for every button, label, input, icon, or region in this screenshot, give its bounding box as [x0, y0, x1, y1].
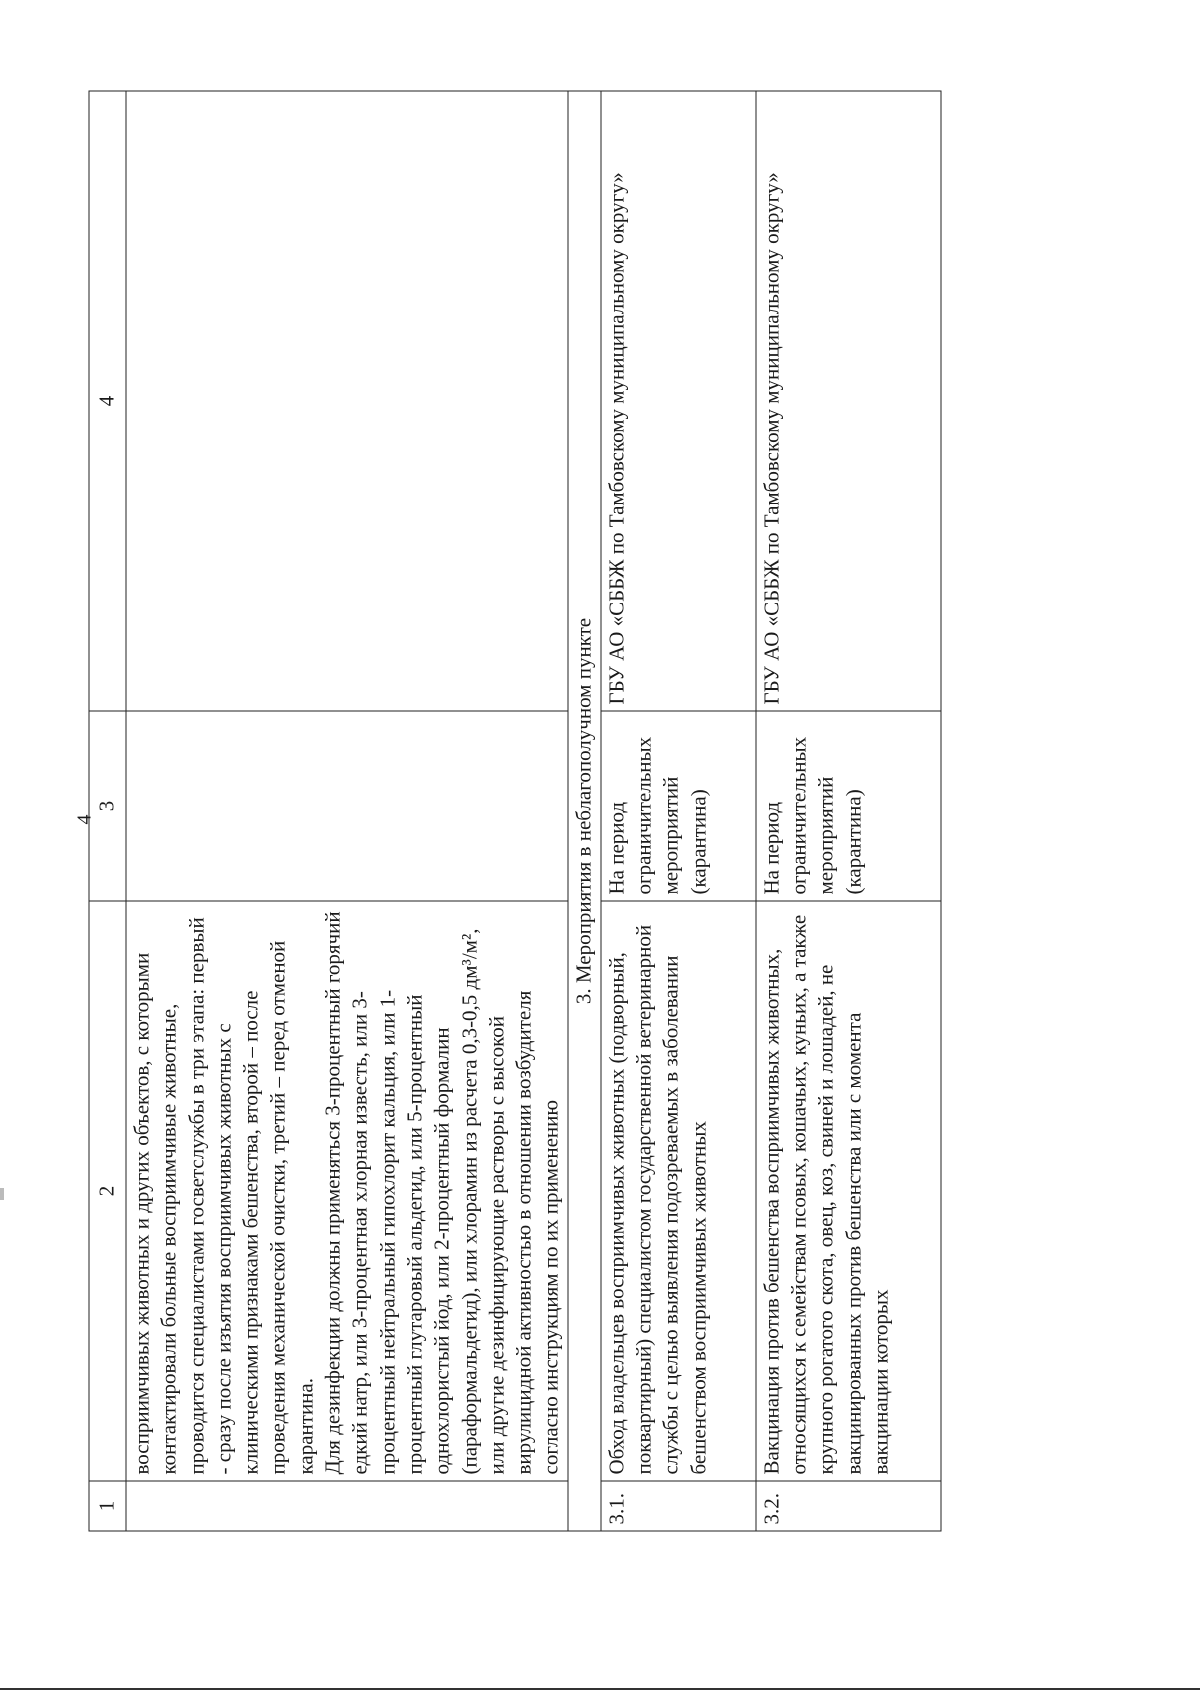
cell-responsible: ГБУ АО «СББЖ по Тамбовскому муниципальному округу»: [601, 91, 756, 711]
header-row: [89, 91, 126, 1531]
cell-measure: Обход владельцев восприимчивых животных (подворный, поквартирный) специалистом государственной ветеринарной службы с целью выявления подозреваемых в заболевании бешенством восприимчивых животных: [601, 901, 756, 1481]
page-number: 4: [73, 814, 96, 825]
header-col-3: 3: [89, 711, 126, 901]
scan-mark: [0, 1188, 4, 1200]
page-bottom-rule: [0, 1688, 1200, 1690]
cell-num: 3.1.: [601, 1481, 756, 1531]
header-col-1: 1: [89, 1481, 126, 1531]
header-col-2: 2: [89, 901, 126, 1481]
cell-num: [126, 1481, 568, 1531]
cell-num: 3.2.: [756, 1481, 941, 1531]
table-row: [126, 91, 568, 1531]
section-title: 3. Мероприятия в неблагополучном пункте: [568, 91, 601, 1531]
cell-measure: восприимчивых животных и других объектов, с которыми контактировали больные восприимчивые животные, проводится специалистами госветслужбы в три этапа: первый - сразу после изъятия восприимчивых животных с клиническими признаками бешенства, второй – после проведения механической очистки, третий – перед отменой карантина. Для дезинфекции должны применяться 3-процентный горячий едкий натр, или 3-процентная хлорная известь, или 3-процентный нейтральный гипохлорит кальция, или 1-процентный глутаровый альдегид, или 5-процентный однохлористый йод, или 2-процентный формалин (параформальдегид), или хлорамин из расчета 0,3-0,5 дм³/м², или другие дезинфицирующие растворы с высокой вирулицидной активностью в отношении возбудителя согласно инструкциям по их применению: [126, 901, 568, 1481]
header-col-4: 4: [89, 91, 126, 711]
measures-table: [89, 92, 893, 1532]
table-row: [756, 91, 941, 1531]
table-row: [601, 91, 756, 1531]
cell-responsible: ГБУ АО «СББЖ по Тамбовскому муниципальному округу»: [756, 91, 941, 711]
cell-term: На период ограничительных мероприятий (карантина): [756, 711, 941, 901]
cell-responsible: [126, 91, 568, 711]
cell-measure: Вакцинация против бешенства восприимчивых животных, относящихся к семействам псовых, кошачьих, куньих, а также крупного рогатого скота, овец, коз, свиней и лошадей, не вакцинированных против бешенства или с момента вакцинации которых: [756, 901, 941, 1481]
cell-term: На период ограничительных мероприятий (карантина): [601, 711, 756, 901]
cell-term: [126, 711, 568, 901]
section-row: [568, 91, 601, 1531]
